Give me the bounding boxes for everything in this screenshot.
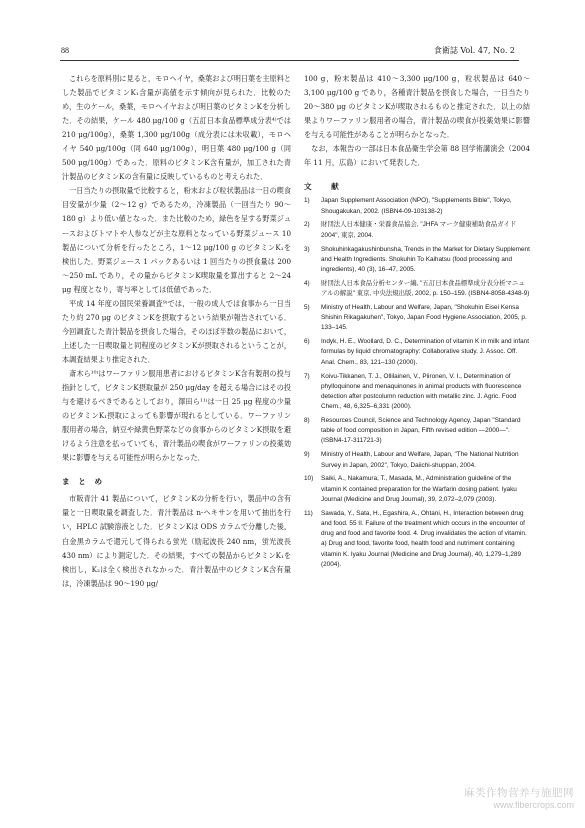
reference-number: 8)	[304, 417, 310, 425]
reference-text: Japan Supplement Association (NPO), "Supplements Bible", Tokyo, Shougakukan, 2002. (ISBN4-09-103138-2)	[321, 197, 512, 215]
reference-text: Koivu-Tikkanen, T. J., Ollilainen, V., Piironen, V. I., Determination of phylloquinone and menaquinones in animal products with fluorescence detection after postcolumn reduction with metallic zinc. J. Agric. Food Chem., 48, 6,325–6,331 (2000).	[321, 372, 522, 411]
body-paragraph: 100 g，粉末製品は 410～3,300 μg/100 g，粒状製品は 640～3,100 μg/100 g であり，各種青汁製品を摂食した場合，一日当たり 20～380 μg のビタミンKが喫取されるものと推定された．以上の結果よりワーファリン服用者の場合，青汁製品の喫食が投薬効果に影響を与える可能性があることが明らかとなった．	[304, 74, 530, 140]
reference-text: Saiki, A., Nakamura, T., Masada, M., Administration guideline of the vitamin K contained preparation for the Warfarin dosing patient. Iyaku Journal (Medicine and Drug Journal), 39, 2,072–2,079 (2003).	[321, 475, 517, 503]
reference-text: 財団法人日本食品分析センター編, "五訂日本食品標準成分表分析マニュアルの解説" 東京, 中央法規出版, 2002, p. 150–159. (ISBN4-8058-4348-9)	[321, 279, 530, 298]
left-column	[62, 72, 291, 591]
reference-text: Shokuhinkagakushinbunsha, Trends in the Market for Dietary Supplement and Health Ingredients. Shokuhin To Kaihatsu (food processing and ingredients), 40 (3), 16–47, 2005.	[321, 245, 530, 273]
reference-number: 3)	[304, 245, 310, 253]
reference-number: 9)	[304, 451, 310, 459]
reference-text: 財団法人日本健康・栄養食品協会, "JHFA マーク健康補助食品ガイド 2004", 東京, 2004.	[321, 221, 517, 239]
watermark-url: www.fibercrops.com	[493, 800, 574, 810]
body-paragraph: なお，本報告の一部は日本食品衛生学会第 88 回学術講演会（2004 年 11 月，広島）において発表した．	[304, 144, 530, 168]
reference-text: Ministry of Health, Labour and Welfare, Japan, "The National Nutrition Survey in Japan, 2002", Tokyo, Daiichi-shuppan, 2004.	[321, 451, 519, 469]
reference-number: 6)	[304, 338, 310, 346]
reference-number: 5)	[304, 303, 310, 311]
reference-item	[304, 474, 530, 505]
watermark-title: 麻类作物营养与施肥网	[464, 787, 574, 799]
reference-number: 7)	[304, 372, 310, 380]
reference-text: Ministry of Health, Labour and Welfare, Japan, "Shokuhin Eisei Kensa Shishin Rikagakuhen", Tokyo, Japan Food Hygiene Association, 2005, p. 133–145.	[321, 303, 527, 332]
reference-text: Resources Council, Science and Technology Agency, Japan "Standard table of food composition in Japan, Fifth revised edition —2000—". (ISBN4-17-311721-3)	[321, 417, 521, 445]
journal-header: 食衛誌 Vol. 47, No. 2	[433, 46, 515, 55]
reference-item	[304, 245, 530, 276]
reference-item	[304, 303, 530, 334]
summary-paragraph: 市販青汁 41 製品について，ビタミンKの分析を行い，製品中の含有量と一日喫取量を調査した．青汁製品は n-ヘキサンを用いて抽出を行い，HPLC 試験溶液とした．ビタミンKは ODS カラムで分離した後，白金黒カラムで還元して得られる蛍光（励起波長 240 nm，蛍光波長 430 nm）により測定した．その結果，すべての製品からビタミンK₁を検出し，K₂は全く検出されなかった．青汁製品中のビタミンK含有量は，冷凍製品は 90～190 μg/	[62, 494, 291, 588]
body-paragraph: 斎木ら¹⁰⁾はワーファリン服用患者におけるビタミンK含有製剤の投与指針として，ビタミンK摂取量が 250 μg/day を超える場合にはその投与を避けるべきであるとしており，澤田ら¹¹⁾は一日 25 μg 程度の少量のビタミンK₁摂取によっても影響が現れるとしている．ワーファリン服用者の場合，納豆や緑黄色野菜などの食事からのビタミンK摂取を避けるよう注意を払っていても，青汁製品の喫食がワーファリンの投薬効果に影響を与える可能性が明らかとなった．	[62, 368, 291, 463]
reference-text: Indyk, H. E., Woollard, D. C., Determination of vitamin K in milk and infant formulas by liquid chromatography: Collaborative study. J. Assoc. Off. Anal. Chem., 83, 121–130 (2000).	[321, 338, 530, 366]
reference-number: 4)	[304, 279, 310, 287]
section-heading-summary: ま と め	[62, 477, 106, 487]
reference-number: 2)	[304, 221, 310, 229]
reference-number: 1)	[304, 197, 310, 205]
references-heading: 文 献	[304, 182, 345, 192]
body-paragraph: 一日当たりの摂取量で比較すると，粉末および粒状製品は一日の喫食目安量が少量（2～12 g）であるため，冷凍製品（一回当たり 90～180 g）より低い値となった．また比較のため，緑色を呈する野菜ジュースおよびトマトや人参などが主な原料となっている野菜ジュース 10 製品について分析を行ったところ，1～12 μg/100 g のビタミンK₁を検出した．野菜ジュース 1 パックあるいは 1 回当たりの摂食量は 200～250 mL であり，その量からビタミンK喫取量を算出すると 2～24 μg 程度となり，寄与率としては低値であった．	[62, 186, 291, 294]
reference-item	[304, 337, 530, 368]
reference-item	[304, 220, 530, 240]
page-number: 88	[61, 46, 69, 55]
right-column	[304, 72, 530, 574]
reference-list	[304, 196, 530, 570]
reference-item	[304, 416, 530, 447]
header-rule	[60, 60, 519, 61]
body-paragraph: これらを原料別に見ると，モロヘイヤ，桑葉および明日葉を主原料とした製品でビタミンK₁含量が高値を示す傾向が見られた．比較のため，生のケール，桑葉，モロヘイヤおよび明日葉のビタミンKを分析した．その結果，ケール 480 μg/100 g（五訂日本食品標準成分表⁴⁾では 210 μg/100g），桑葉 1,300 μg/100g（成分表には未収載），モロヘイヤ 540 μg/100g（同 640 μg/100g），明日葉 480 μg/100 g（同 500 μg/100g）であった．原料のビタミンK含有量が，加工された青汁製品のビタミンKの含有量に反映しているものと考えられた．	[62, 74, 291, 182]
reference-number: 10)	[304, 475, 314, 483]
reference-item	[304, 279, 530, 299]
reference-item	[304, 509, 530, 570]
reference-item	[304, 450, 530, 470]
reference-item	[304, 196, 530, 216]
reference-text: Sawada, Y., Sata, H., Egashira, A., Ohtani, H., Interaction between drug and food. 55 II. Failure of the treatment which occurs in the encounter of drug and food and favorite food. 4. Drug invalidates the action of vitamin. a) Drug and food, favorite food, health food and nutriment containing vitamin K. Iyaku Journal (Medicine and Drug Journal), 40, 1,279–1,289 (2004).	[321, 509, 527, 568]
reference-number: 11)	[304, 509, 313, 517]
site-watermark	[464, 785, 574, 810]
reference-item	[304, 372, 530, 413]
body-paragraph: 平成 14 年度の国民栄養調査⁹⁾では，一般の成人では食事から一日当たり約 270 μg のビタミンKを摂取するという結果が報告されている．今回調査した青汁製品を摂食した場合，そのほぼ半数の製品において，上述した一日喫取量と同程度のビタミンKが摂取されるということが，本調査結果より推定された．	[62, 298, 291, 364]
